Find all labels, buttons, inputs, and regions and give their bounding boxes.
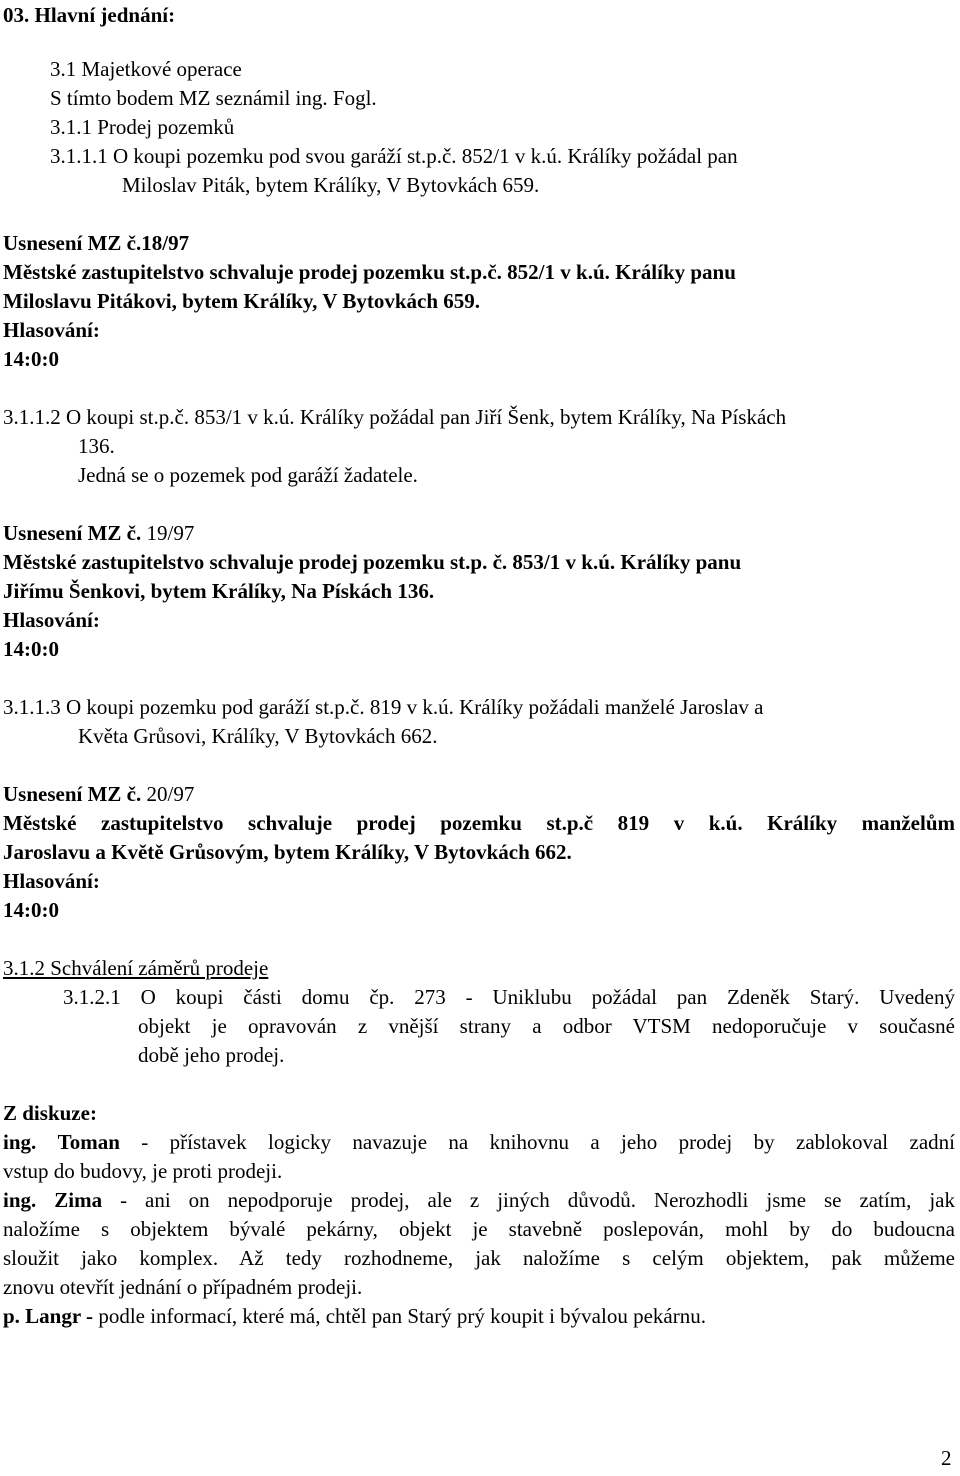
item-3-1-1-1-line2: Miloslav Piták, bytem Králíky, V Bytovkách 659. bbox=[122, 173, 540, 197]
discussion-zima-line2: naložíme s objektem bývalé pekárny, objekt je stavebně poslepován, mohl by do budoucna bbox=[3, 1217, 955, 1241]
item-3-1-2-1-line2: objekt je opravován z vnější strany a odbor VTSM nedoporučuje v současné bbox=[138, 1014, 955, 1038]
intro-text: S tímto bodem MZ seznámil ing. Fogl. bbox=[50, 86, 377, 110]
toman-name: Toman bbox=[57, 1130, 120, 1154]
toman-text: - přístavek logicky navazuje na knihovnu a jeho prodej by zablokoval zadní bbox=[119, 1130, 956, 1154]
item-3-1-1-1-line1: 3.1.1.1 O koupi pozemku pod svou garáží st.p.č. 852/1 v k.ú. Králíky požádal pan bbox=[50, 144, 738, 168]
resolution-20-heading bbox=[3, 782, 194, 806]
discussion-toman-line1 bbox=[3, 1130, 955, 1154]
vote-result: 14:0:0 bbox=[3, 637, 59, 661]
item-3-1-1-2-line3: Jedná se o pozemek pod garáží žadatele. bbox=[78, 463, 418, 487]
subsection-title-3-1-1: 3.1.1 Prodej pozemků bbox=[50, 115, 235, 139]
vote-result: 14:0:0 bbox=[3, 898, 59, 922]
zima-text: - ani on nepodporuje prodej, ale z jiných důvodů. Nerozhodli jsme se zatím, jak bbox=[102, 1188, 956, 1212]
vote-result: 14:0:0 bbox=[3, 347, 59, 371]
zima-title: ing. bbox=[3, 1188, 37, 1212]
vote-label: Hlasování: bbox=[3, 318, 100, 342]
resolution-20-number: 20/97 bbox=[141, 782, 195, 806]
resolution-20-line2: Jaroslavu a Květě Grůsovým, bytem Králíky, V Bytovkách 662. bbox=[3, 840, 572, 864]
section-heading: 03. Hlavní jednání: bbox=[3, 3, 176, 27]
item-3-1-1-2-line1: 3.1.1.2 O koupi st.p.č. 853/1 v k.ú. Králíky požádal pan Jiří Šenk, bytem Králíky, Na Pískách bbox=[3, 405, 787, 429]
item-3-1-1-3-line2: Květa Grůsovi, Králíky, V Bytovkách 662. bbox=[78, 724, 438, 748]
resolution-19-number: 19/97 bbox=[141, 521, 195, 545]
discussion-zima-line3: sloužit jako komplex. Až tedy rozhodneme, jak naložíme s celým objektem, pak můžeme bbox=[3, 1246, 955, 1270]
vote-label: Hlasování: bbox=[3, 608, 100, 632]
discussion-zima-line4: znovu otevřít jednání o případném prodeji. bbox=[3, 1275, 363, 1299]
resolution-20-prefix: Usnesení MZ č. bbox=[3, 782, 142, 806]
discussion-zima-line1 bbox=[3, 1188, 955, 1212]
langr-name: p. Langr - bbox=[3, 1304, 94, 1328]
item-3-1-2-1-line3: době jeho prodej. bbox=[138, 1043, 285, 1067]
resolution-19-prefix: Usnesení MZ č. bbox=[3, 521, 142, 545]
item-3-1-1-3-line1: 3.1.1.3 O koupi pozemku pod garáží st.p.č. 819 v k.ú. Králíky požádali manželé Jaroslav a bbox=[3, 695, 764, 719]
resolution-18-line1: Městské zastupitelstvo schvaluje prodej pozemku st.p.č. 852/1 v k.ú. Králíky panu bbox=[3, 260, 736, 284]
item-3-1-1-2-line2: 136. bbox=[78, 434, 115, 458]
resolution-19-line1: Městské zastupitelstvo schvaluje prodej pozemku st.p. č. 853/1 v k.ú. Králíky panu bbox=[3, 550, 742, 574]
langr-text: podle informací, které má, chtěl pan Starý prý koupit i bývalou pekárnu. bbox=[93, 1304, 706, 1328]
subsection-title-3-1-2: 3.1.2 Schválení záměrů prodeje bbox=[3, 956, 269, 980]
resolution-18-line2: Miloslavu Pitákovi, bytem Králíky, V Bytovkách 659. bbox=[3, 289, 481, 313]
vote-label: Hlasování: bbox=[3, 869, 100, 893]
toman-title: ing. bbox=[3, 1130, 37, 1154]
resolution-20-line1: Městské zastupitelstvo schvaluje prodej pozemku st.p.č 819 v k.ú. Králíky manželům bbox=[3, 811, 955, 835]
resolution-18-heading: Usnesení MZ č.18/97 bbox=[3, 231, 190, 255]
resolution-19-heading bbox=[3, 521, 194, 545]
discussion-toman-line2: vstup do budovy, je proti prodeji. bbox=[3, 1159, 283, 1183]
zima-name: Zima bbox=[54, 1188, 103, 1212]
resolution-19-line2: Jiřímu Šenkovi, bytem Králíky, Na Pískách 136. bbox=[3, 579, 435, 603]
discussion-langr bbox=[3, 1304, 706, 1328]
item-3-1-2-1-line1: 3.1.2.1 O koupi části domu čp. 273 - Uniklubu požádal pan Zdeněk Starý. Uvedený bbox=[63, 985, 955, 1009]
page-number: 2 bbox=[941, 1446, 952, 1470]
subsection-title-3-1: 3.1 Majetkové operace bbox=[50, 57, 242, 81]
discussion-heading: Z diskuze: bbox=[3, 1101, 97, 1125]
